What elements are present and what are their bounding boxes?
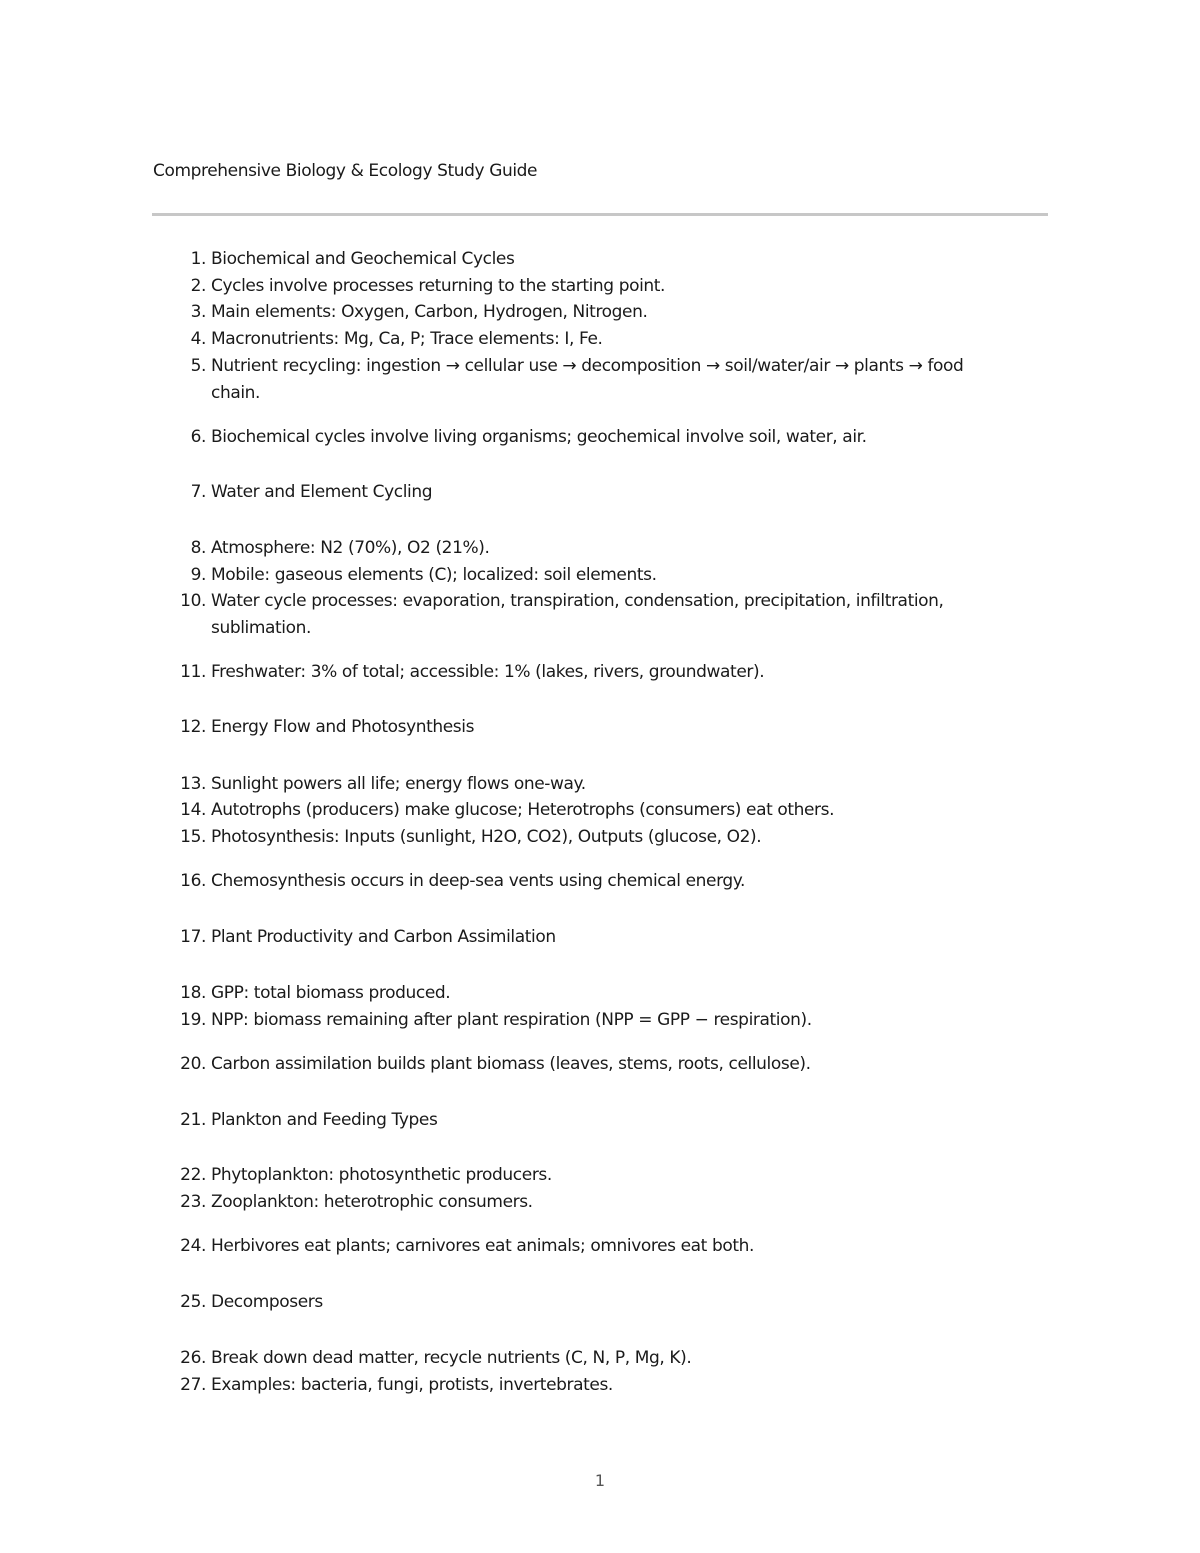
list-item-text: Phytoplankton: photosynthetic producers. — [211, 1165, 552, 1185]
list-item-number: 5. — [190, 356, 206, 376]
list-item-number: 14. — [180, 800, 206, 820]
list-item-text: Nutrient recycling: ingestion → cellular use → decomposition → soil/water/air → plants → food chain. — [211, 356, 964, 403]
list-item-number: 26. — [180, 1348, 206, 1368]
list-item-number: 1. — [190, 249, 206, 269]
list-item-text: NPP: biomass remaining after plant respiration (NPP = GPP − respiration). — [211, 1010, 812, 1030]
list-item-text: Chemosynthesis occurs in deep-sea vents using chemical energy. — [211, 871, 746, 891]
list-item-number: 8. — [190, 538, 206, 558]
document-title: Comprehensive Biology & Ecology Study Guide — [153, 161, 538, 181]
list-item-text: Plant Productivity and Carbon Assimilation — [211, 927, 556, 947]
list-item-text: Biochemical cycles involve living organisms; geochemical involve soil, water, air. — [211, 427, 867, 447]
list-item-number: 22. — [180, 1165, 206, 1185]
list-item-text: Atmosphere: N2 (70%), O2 (21%). — [211, 538, 490, 558]
page-number: 1 — [594, 1471, 606, 1490]
list-item-number: 18. — [180, 983, 206, 1003]
list-item-text: Herbivores eat plants; carnivores eat animals; omnivores eat both. — [211, 1236, 754, 1256]
list-item-text: Macronutrients: Mg, Ca, P; Trace elements: I, Fe. — [211, 329, 603, 349]
list-item-text: Energy Flow and Photosynthesis — [211, 717, 475, 737]
list-item-number: 27. — [180, 1375, 206, 1395]
list-item-number: 7. — [190, 482, 206, 502]
list-item-number: 23. — [180, 1192, 206, 1212]
list-item-text: Mobile: gaseous elements (C); localized: soil elements. — [211, 565, 657, 585]
list-item-number: 24. — [180, 1236, 206, 1256]
list-item-text: Biochemical and Geochemical Cycles — [211, 249, 515, 269]
list-item-number: 19. — [180, 1010, 206, 1030]
list-item-text: Water and Element Cycling — [211, 482, 433, 502]
list-item-text: Plankton and Feeding Types — [211, 1110, 438, 1130]
list-item-text: Cycles involve processes returning to the starting point. — [211, 276, 666, 296]
list-item-text: Freshwater: 3% of total; accessible: 1% (lakes, rivers, groundwater). — [211, 662, 765, 682]
list-item-text: Sunlight powers all life; energy flows one-way. — [211, 774, 586, 794]
list-item-number: 20. — [180, 1054, 206, 1074]
list-item-number: 25. — [180, 1292, 206, 1312]
list-item-number: 21. — [180, 1110, 206, 1130]
list-item-number: 17. — [180, 927, 206, 947]
list-item-text: Examples: bacteria, fungi, protists, invertebrates. — [211, 1375, 613, 1395]
list-item-text: Decomposers — [211, 1292, 323, 1312]
list-item-text: Main elements: Oxygen, Carbon, Hydrogen, Nitrogen. — [211, 302, 648, 322]
list-item-text: Photosynthesis: Inputs (sunlight, H2O, CO2), Outputs (glucose, O2). — [211, 827, 762, 847]
list-item-text: Break down dead matter, recycle nutrients (C, N, P, Mg, K). — [211, 1348, 692, 1368]
list-item-text: Zooplankton: heterotrophic consumers. — [211, 1192, 533, 1212]
list-item-number: 15. — [180, 827, 206, 847]
list-item-number: 9. — [190, 565, 206, 585]
list-item-number: 4. — [190, 329, 206, 349]
list-item-text: Water cycle processes: evaporation, transpiration, condensation, precipitation, infiltration, sublimation. — [211, 591, 944, 638]
list-item-number: 12. — [180, 717, 206, 737]
list-item-number: 11. — [180, 662, 206, 682]
list-item-number: 2. — [190, 276, 206, 296]
list-item-number: 3. — [190, 302, 206, 322]
list-item-number: 6. — [190, 427, 206, 447]
list-item-text: GPP: total biomass produced. — [211, 983, 451, 1003]
list-item-text: Autotrophs (producers) make glucose; Heterotrophs (consumers) eat others. — [211, 800, 835, 820]
list-item-text: Carbon assimilation builds plant biomass (leaves, stems, roots, cellulose). — [211, 1054, 811, 1074]
list-item-number: 10. — [180, 591, 206, 611]
title-divider — [152, 213, 1048, 216]
list-item-number: 16. — [180, 871, 206, 891]
list-item-number: 13. — [180, 774, 206, 794]
